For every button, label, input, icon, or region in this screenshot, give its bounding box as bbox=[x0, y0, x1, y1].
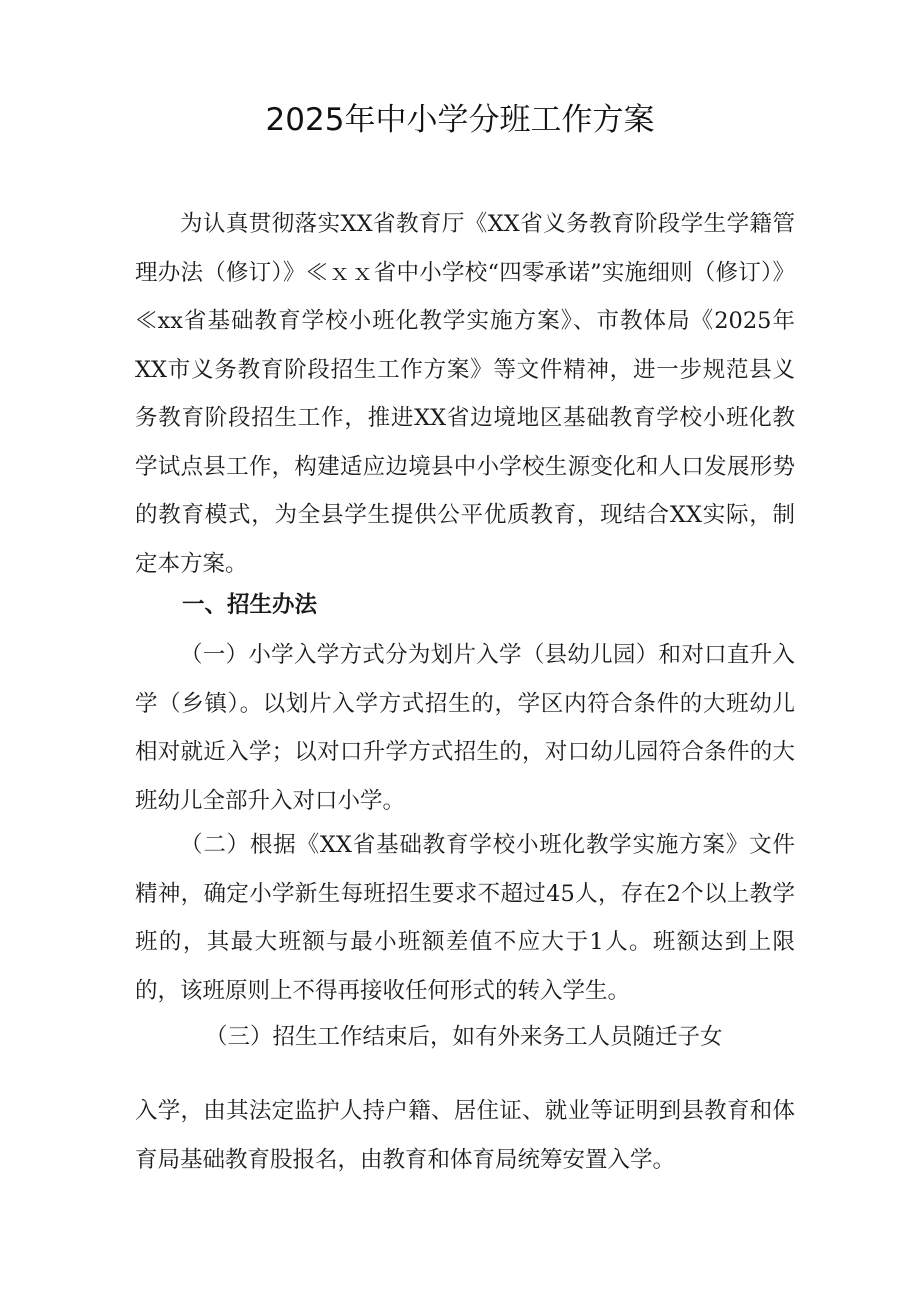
intro-paragraph: 为认真贯彻落实XX省教育厅《XX省义务教育阶段学生学籍管理办法（修订）》≪ｘｘ省中小学校“四零承诺”实施细则（修订）》≪xx省基础教育学校小班化教学实施方案》、市教体局《2025年XX市义务教育阶段招生工作方案》等文件精神，进一步规范县义务教育阶段招生工作，推进XX省边境地区基础教育学校小班化教学试点县工作，构建适应边境县中小学校生源变化和人口发展形势的教育模式，为全县学生提供公平优质教育，现结合XX实际，制定本方案。 bbox=[135, 211, 795, 577]
item-1-paragraph: （一）小学入学方式分为划片入学（县幼儿园）和对口直升入学（乡镇）。以划片入学方式招生的，学区内符合条件的大班幼儿相对就近入学；以对口升学方式招生的，对口幼儿园符合条件的大班幼儿全部升入对口小学。 bbox=[135, 642, 795, 814]
section-heading-enrollment: 一、招生办法 bbox=[182, 592, 318, 618]
item-2-paragraph: （二）根据《XX省基础教育学校小班化教学实施方案》文件精神，确定小学新生每班招生要求不超过45人，存在2个以上教学班的，其最大班额与最小班额差值不应大于1人。班额达到上限的，该班原则上不得再接收任何形式的转入学生。 bbox=[135, 832, 795, 1004]
item-3-continuation: 入学，由其法定监护人持户籍、居住证、就业等证明到县教育和体育局基础教育股报名，由教育和体育局统筹安置入学。 bbox=[135, 1098, 795, 1173]
item-3-first-line: （三）招生工作结束后，如有外来务工人员随迁子女 bbox=[205, 1024, 723, 1050]
document-title: 2025年中小学分班工作方案 bbox=[265, 102, 655, 138]
